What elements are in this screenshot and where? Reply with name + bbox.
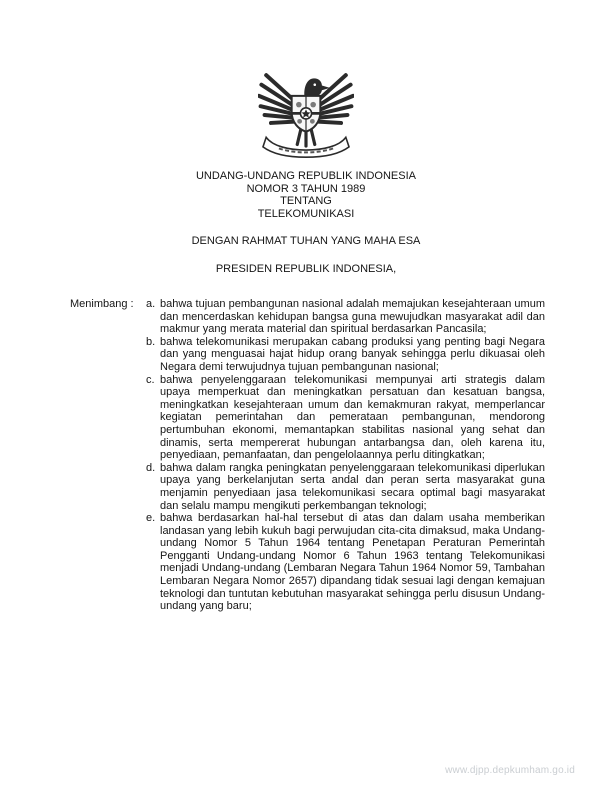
title-line-subject: TELEKOMUNIKASI	[257, 207, 355, 220]
title-line-number: NOMOR 3 TAHUN 1989	[246, 182, 366, 195]
considering-label: Menimbang :	[70, 298, 134, 310]
document-title-block	[0, 170, 612, 220]
consideration-item-c	[146, 374, 545, 462]
considering-section	[70, 298, 545, 613]
item-text: bahwa penyelenggaraan telekomunikasi mempunyai arti strategis dalam upaya memperkuat dan meningkatkan persatuan dan kesatuan bangsa, meningkatkan kesejahteraan umum dan kemakmuran rakyat, memperlancar kegiatan pemerintahan dan pemerataan pembangunan, mendorong pertumbuhan ekonomi, memantapkan stabilitas nasional yang sehat dan dinamis, serta mempererat hubungan antarbangsa dan, oleh karena itu, penyediaan, pemanfaatan, dan pengelolaannya perlu ditingkatkan;	[160, 373, 545, 462]
garuda-pancasila-emblem-icon	[258, 64, 354, 158]
consideration-item-e	[146, 512, 545, 613]
item-text: bahwa telekomunikasi merupakan cabang produksi yang penting bagi Negara dan yang menguasai hajat hidup orang banyak sehingga perlu dikuasai oleh Negara demi terwujudnya tujuan pembangunan nasional;	[160, 335, 545, 373]
title-line-tentang: TENTANG	[280, 195, 332, 208]
issuer-line: PRESIDEN REPUBLIK INDONESIA,	[215, 263, 397, 275]
consideration-item-a	[146, 298, 545, 336]
item-text: bahwa berdasarkan hal-hal tersebut di atas dan dalam usaha memberikan landasan yang lebih kukuh bagi perwujudan cita-cita dimaksud, maka Undang-undang Nomor 5 Tahun 1964 tentang Penetapan Peraturan Pemerintah Pengganti Undang-undang Nomor 6 Tahun 1963 tentang Telekomunikasi menjadi Undang-undang (Lembaran Negara Tahun 1964 Nomor 59, Tambahan Lembaran Negara Nomor 2657) dipandang tidak sesuai lagi dengan kemajuan teknologi dan tuntutan kebutuhan masyarakat sehingga perlu disusun Undang-undang yang baru;	[160, 512, 545, 613]
item-marker: c.	[146, 373, 155, 386]
item-marker: e.	[146, 512, 156, 525]
title-line-law: UNDANG-UNDANG REPUBLIK INDONESIA	[195, 170, 417, 182]
watermark-url: www.djpp.depkumham.go.id	[445, 765, 575, 777]
consideration-item-d	[146, 462, 545, 512]
considering-items	[146, 298, 545, 613]
consideration-item-b	[146, 336, 545, 374]
item-text: bahwa dalam rangka peningkatan penyelenggaraan telekomunikasi diperlukan upaya yang berkelanjutan serta andal dan peran serta masyarakat guna menjamin penyediaan jasa telekomunikasi secara optimal bagi masyarakat dan selalu mampu mengikuti perkembangan teknologi;	[160, 461, 545, 512]
item-marker: a.	[146, 298, 156, 310]
item-marker: b.	[146, 335, 156, 348]
item-text: bahwa tujuan pembangunan nasional adalah memajukan kesejahteraan umum dan mencerdaskan kehidupan bangsa guna mewujudkan masyarakat adil dan makmur yang merata material dan spiritual berdasarkan Pancasila;	[160, 298, 545, 336]
item-marker: d.	[146, 461, 156, 474]
garuda-emblem	[0, 64, 612, 158]
invocation-line: DENGAN RAHMAT TUHAN YANG MAHA ESA	[191, 235, 421, 247]
